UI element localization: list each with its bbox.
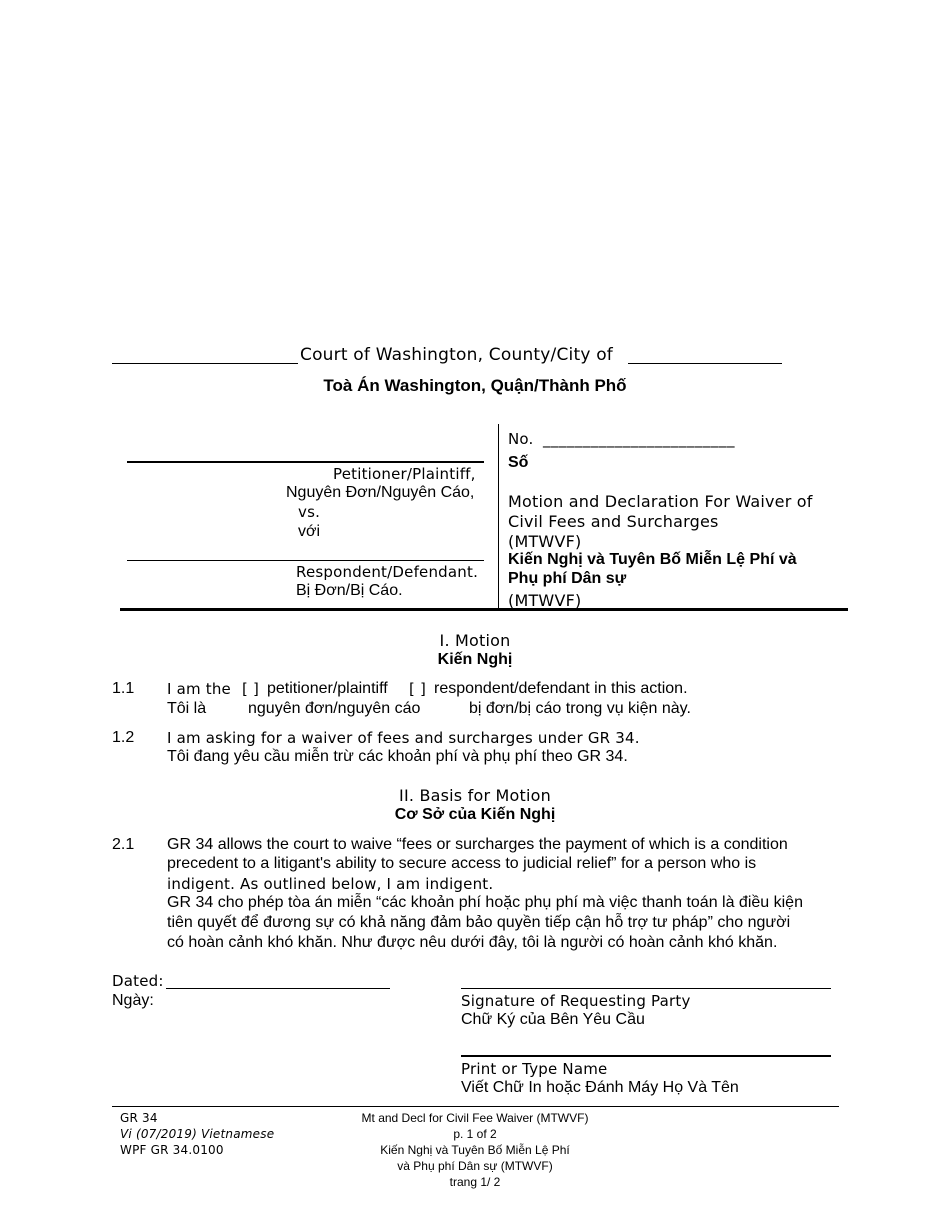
section-2-heading-vi: Cơ Sở của Kiến Nghị: [394, 806, 556, 823]
footer-page-vi: trang 1/ 2: [449, 1175, 501, 1189]
versus-label-vi: với: [298, 523, 321, 540]
footer-form-title-vi-1: Kiến Nghị và Tuyên Bố Miễn Lệ Phí: [380, 1143, 570, 1157]
petitioner-label-en: Petitioner/Plaintiff,: [333, 465, 476, 483]
case-number-label-vi: Số: [508, 454, 529, 471]
respondent-checkbox[interactable]: [ ]: [409, 680, 427, 698]
form-title-en-1: Motion and Declaration For Waiver of: [508, 492, 813, 511]
petitioner-label-vi: Nguyên Đơn/Nguyên Cáo,: [286, 484, 475, 501]
item-1-1-prefix-vi: Tôi là: [167, 700, 207, 717]
item-2-1-vi-line-3: có hoàn cảnh khó khăn. Như được nêu dưới đây, tôi là người có hoàn cảnh khó khăn.: [167, 934, 778, 951]
respondent-label-vi: Bị Đơn/Bị Cáo.: [296, 582, 403, 599]
signature-label-en: Signature of Requesting Party: [461, 992, 691, 1010]
item-1-1-prefix-en: I am the: [167, 680, 231, 698]
form-title-en-2: Civil Fees and Surcharges: [508, 512, 719, 531]
respondent-name-line[interactable]: [127, 560, 484, 561]
date-field-line[interactable]: [166, 988, 390, 989]
section-1-heading-en: I. Motion: [439, 631, 511, 650]
petitioner-checkbox[interactable]: [ ]: [242, 680, 260, 698]
versus-label-en: vs.: [298, 503, 321, 521]
item-1-2-text-en: I am asking for a waiver of fees and surcharges under GR 34.: [167, 729, 640, 747]
dated-label-en: Dated:: [112, 972, 164, 990]
item-2-1-vi-line-1: GR 34 cho phép tòa án miễn “các khoản phí hoặc phụ phí mà việc thanh toán là điều kiện: [167, 894, 803, 911]
footer-rule: [112, 1106, 839, 1107]
city-blank-line[interactable]: [628, 363, 782, 364]
footer-form-number: WPF GR 34.0100: [120, 1143, 224, 1157]
footer-rule-code: GR 34: [120, 1111, 158, 1125]
item-2-1-en-line-2: precedent to a litigant's ability to secure access to judicial relief” for a person who is: [167, 855, 757, 872]
item-2-1-en-line-1: GR 34 allows the court to waive “fees or surcharges the payment of which is a condition: [167, 836, 788, 853]
respondent-option-en: respondent/defendant in this action.: [434, 680, 688, 697]
form-title-vi-2: Phụ phí Dân sự: [508, 570, 627, 587]
print-name-label-vi: Viết Chữ In hoặc Đánh Máy Họ Và Tên: [461, 1079, 739, 1096]
petitioner-name-line[interactable]: [127, 461, 484, 463]
caption-divider: [498, 424, 499, 609]
court-title-vi: Toà Án Washington, Quận/Thành Phố: [323, 376, 627, 395]
respondent-option-vi: bị đơn/bị cáo trong vụ kiện này.: [469, 700, 691, 717]
item-1-2-number: 1.2: [112, 729, 135, 746]
item-2-1-number: 2.1: [112, 836, 135, 853]
form-title-vi-1: Kiến Nghị và Tuyên Bố Miễn Lệ Phí và: [508, 551, 797, 568]
signature-label-vi: Chữ Ký của Bên Yêu Cầu: [461, 1011, 645, 1028]
signature-field-line[interactable]: [461, 988, 831, 989]
case-number-field[interactable]: ________________________: [543, 430, 735, 448]
dated-label-vi: Ngày:: [112, 992, 154, 1009]
item-1-2-text-vi: Tôi đang yêu cầu miễn trừ các khoản phí và phụ phí theo GR 34.: [167, 748, 628, 765]
caption-bottom-rule: [120, 608, 848, 611]
footer-form-title-en: Mt and Decl for Civil Fee Waiver (MTWVF): [361, 1111, 589, 1125]
case-number-label: No.: [508, 430, 534, 448]
form-title-en-abbr: (MTWVF): [508, 532, 582, 551]
section-1-heading-vi: Kiến Nghị: [437, 651, 513, 668]
respondent-label-en: Respondent/Defendant.: [296, 563, 479, 581]
footer-version: Vi (07/2019) Vietnamese: [120, 1127, 275, 1141]
form-title-vi-abbr: (MTWVF): [508, 591, 582, 610]
print-name-field-line[interactable]: [461, 1055, 831, 1057]
petitioner-option-vi: nguyên đơn/nguyên cáo: [248, 700, 421, 717]
item-1-1-number: 1.1: [112, 680, 135, 697]
footer-form-title-vi-2: và Phụ phí Dân sự (MTWVF): [397, 1159, 553, 1173]
petitioner-option-en: petitioner/plaintiff: [267, 680, 388, 697]
print-name-label-en: Print or Type Name: [461, 1060, 608, 1078]
section-2-heading-en: II. Basis for Motion: [399, 786, 551, 805]
court-title-en: Court of Washington, County/City of: [300, 345, 613, 365]
footer-page-en: p. 1 of 2: [453, 1127, 497, 1141]
item-2-1-en-line-3: indigent. As outlined below, I am indigent.: [167, 875, 494, 893]
item-2-1-vi-line-2: tiên quyết để đương sự có khả năng đảm bảo quyền tiếp cận hỗ trợ tư pháp” cho người: [167, 914, 791, 931]
county-blank-line[interactable]: [112, 363, 298, 364]
